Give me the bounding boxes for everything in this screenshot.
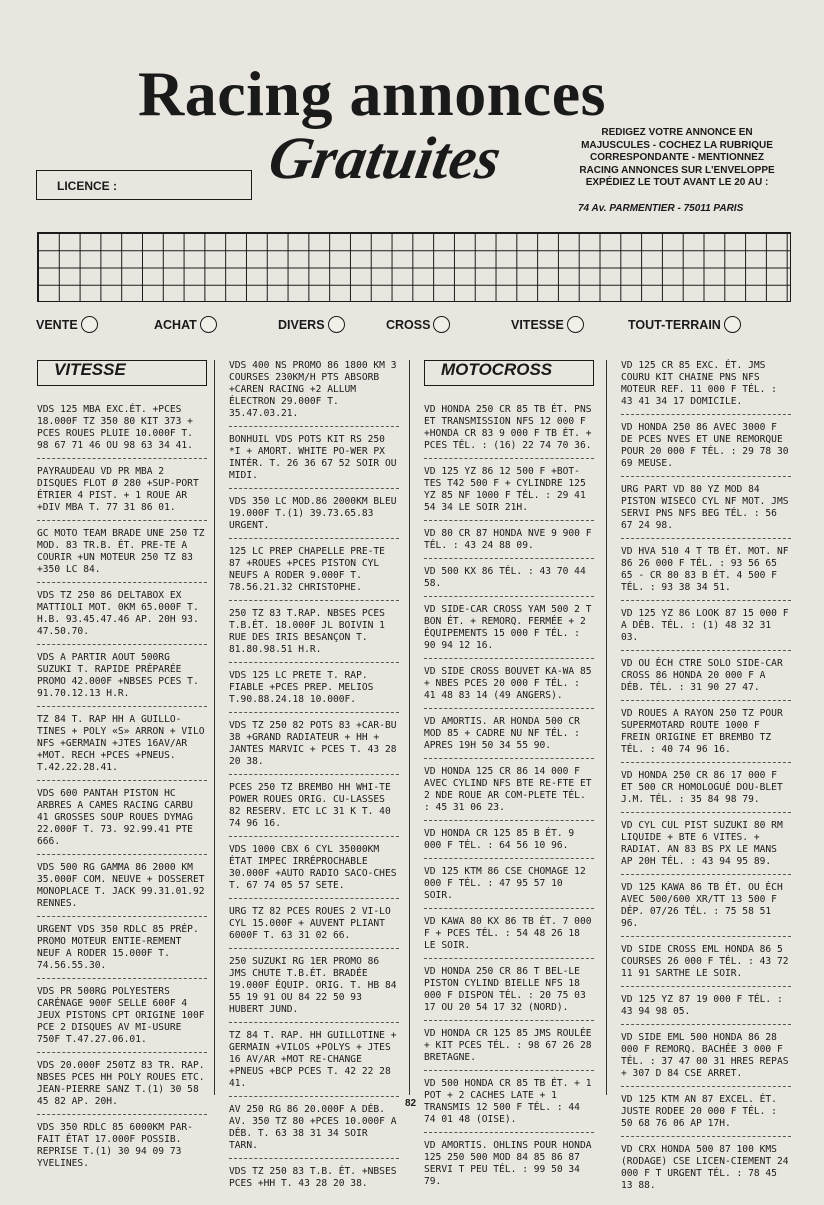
- classified-ad: TZ 84 T. RAP. HH GUILLOTINE + GERMAIN +VILOS +POLYS + JTES 16 AV/AR +MOT RE-CHANGE +PNEUS +BCP PCES T. 42 22 28 41.: [229, 1030, 399, 1097]
- writing-grid[interactable]: [37, 232, 791, 302]
- category-label: TOUT-TERRAIN: [628, 317, 721, 332]
- classified-ad: VD HONDA 250 CR 85 TB ÉT. PNS ET TRANSMISSION NFS 12 000 F +HONDA CR 83 9 000 F TB ÉT. + PCES TÉL. : (16) 22 74 70 36.: [424, 404, 594, 459]
- section-header-motocross: MOTOCROSS: [424, 360, 594, 386]
- classified-ad: URG TZ 82 PCES ROUES 2 VI-LO CYL 15.000F + AUVENT PLIANT 6000F T. 63 31 02 66.: [229, 906, 399, 949]
- page-subtitle: Gratuites: [264, 125, 506, 191]
- checkbox-circle[interactable]: [81, 316, 98, 333]
- classified-ad: BONHUIL VDS POTS KIT RS 250 *I + AMORT. WHITE PO-WER PX INTÉR. T. 26 36 67 52 SOIR OU MIDI.: [229, 434, 399, 489]
- checkbox-circle[interactable]: [724, 316, 741, 333]
- classified-ad: VD OU ÉCH CTRE SOLO SIDE-CAR CROSS 86 HONDA 20 000 F A DÉB. TÉL. : 31 90 27 47.: [621, 658, 791, 701]
- instruction-line: RACING ANNONCES SUR L'ENVELOPPE: [579, 164, 775, 176]
- classified-ad: VDS TZ 250 82 POTS 83 +CAR-BU 38 +GRAND RADIATEUR + HH + JANTES MARVIC + PCES T. 43 28 20 38.: [229, 720, 399, 775]
- category-tout-terrain[interactable]: [628, 316, 741, 333]
- ads-column-1: [37, 360, 207, 1183]
- classified-ad: VD 125 KTM AN 87 EXCEL. ÉT. JUSTE RODEE 20 000 F TÉL. : 50 68 76 06 AP 17H.: [621, 1094, 791, 1137]
- classified-ad: VDS TZ 250 83 T.B. ÉT. +NBSES PCES +HH T. 43 28 20 38.: [229, 1166, 397, 1189]
- classified-ad: VD SIDE CROSS BOUVET KA-WA 85 + NBES PCES 20 000 F TÉL. : 41 48 83 14 (49 ANGERS).: [424, 666, 594, 709]
- checkbox-circle[interactable]: [200, 316, 217, 333]
- classified-ad: VDS PR 500RG POLYESTERS CARÉNAGE 900F SELLE 600F 4 JEUX PISTONS CPT ORIGINE 100F PCE 2 DISQUES AV MI-USURE 750F T.47.27.06.01.: [37, 986, 207, 1053]
- classified-ad: VDS A PARTIR AOUT 500RG SUZUKI T. RAPIDE PRÉPARÉE PROMO 42.000F +NBSES PCES T. 91.70.12.13 H.R.: [37, 652, 207, 707]
- checkbox-circle[interactable]: [567, 316, 584, 333]
- column-divider: [606, 360, 607, 1095]
- instruction-line: MAJUSCULES - COCHEZ LA RUBRIQUE: [581, 139, 773, 151]
- classified-ad: VD AMORTIS. OHLINS POUR HONDA 125 250 500 MOD 84 85 86 87 SERVI T PEU TÉL. : 99 50 34 79.: [424, 1140, 592, 1187]
- instruction-line: EXPÉDIEZ LE TOUT AVANT LE 20 AU :: [585, 177, 769, 188]
- category-achat[interactable]: [154, 316, 217, 333]
- classified-ad: 125 LC PREP CHAPELLE PRE-TE 87 +ROUES +PCES PISTON CYL NEUFS A RODER 9.000F T. 78.56.21.32 CHRISTOPHE.: [229, 546, 399, 601]
- classified-ad: VDS 1000 CBX 6 CYL 35000KM ÉTAT IMPEC IRRÉPROCHABLE 30.000F +AUTO RADIO SACO-CHES T. 67 74 05 57 SETE.: [229, 844, 399, 899]
- ads-column-2: [229, 360, 399, 1203]
- classified-ad: VD 500 KX 86 TÉL. : 43 70 44 58.: [424, 566, 594, 597]
- page-number: 82: [405, 1098, 417, 1109]
- classified-ad: VD ROUES A RAYON 250 TZ POUR SUPERMOTARD ROUTE 1000 F FREIN ORIGINE ET BREMBO TZ TÉL. : 40 74 96 16.: [621, 708, 791, 763]
- category-vitesse[interactable]: [511, 316, 584, 333]
- checkbox-circle[interactable]: [433, 316, 450, 333]
- column-divider: [409, 360, 410, 1095]
- ads-column-4: [621, 360, 791, 1205]
- classified-ad: VDS 125 LC PRETE T. RAP. FIABLE +PCES PREP. MELIOS T.90.88.24.18 10.000F.: [229, 670, 399, 713]
- classified-ad: VD 125 KTM 86 CSE CHOMAGE 12 000 F TÉL. : 47 95 57 10 SOIR.: [424, 866, 594, 909]
- category-label: VITESSE: [511, 317, 564, 332]
- checkbox-circle[interactable]: [328, 316, 345, 333]
- classified-ad: VD HONDA 125 CR 86 14 000 F AVEC CYLIND NFS BTE RE-FTE ET 2 NDE ROUE AR COM-PLETE TÉL. : 45 31 06 23.: [424, 766, 594, 821]
- classified-ad: VD CYL CUL PIST SUZUKI 80 RM LIQUIDE + BTE 6 VITES. + RADIAT. AN 83 BS PX LE MANS AP 20H TÉL. : 43 94 95 89.: [621, 820, 791, 875]
- classified-ad: URG PART VD 80 YZ MOD 84 PISTON WISECO CYL NF MOT. JMS SERVI PNS NFS BEG TÉL. : 56 67 24 98.: [621, 484, 791, 539]
- classified-ad: VD HVA 510 4 T TB ÉT. MOT. NF 86 26 000 F TÉL. : 93 56 65 65 - CR 80 83 B ÉT. 4 500 F TÉL. : 93 38 34 51.: [621, 546, 791, 601]
- instructions: [562, 127, 792, 190]
- classified-ad: VD HONDA CR 125 85 B ÉT. 9 000 F TÉL. : 64 56 10 96.: [424, 828, 594, 859]
- classified-ad: VD SIDE EML 500 HONDA 86 28 000 F REMORQ. BACHÉE 3 000 F TÉL. : 37 47 00 31 HRES REPAS + 307 D 84 CSE ARRET.: [621, 1032, 791, 1087]
- classified-ad: VD KAWA 80 KX 86 TB ÉT. 7 000 F + PCES TÉL. : 54 48 26 18 LE SOIR.: [424, 916, 594, 959]
- classified-ad: VD HONDA 250 CR 86 T BEL-LE PISTON CYLIND BIELLE NFS 18 000 F DISPON TÉL. : 20 75 03 17 OU 20 54 17 32 (NORD).: [424, 966, 594, 1021]
- classified-ad: VDS 350 LC MOD.86 2000KM BLEU 19.000F T.(1) 39.73.65.83 URGENT.: [229, 496, 399, 539]
- address: 74 Av. PARMENTIER - 75011 PARIS: [578, 203, 744, 214]
- page-title: Racing annonces: [138, 58, 606, 129]
- category-label: DIVERS: [278, 317, 325, 332]
- classified-ad: VDS 125 MBA EXC.ÉT. +PCES 18.000F TZ 350 80 KIT 373 + PCES ROUES PLUIE 10.000F T. 98 67 71 46 OU 98 63 34 41.: [37, 404, 207, 459]
- classified-ad: URGENT VDS 350 RDLC 85 PRÉP. PROMO MOTEUR ENTIE-REMENT NEUF A RODER 15.000F T. 74.56.55.30.: [37, 924, 207, 979]
- category-label: CROSS: [386, 317, 431, 332]
- classified-ad: VDS 20.000F 250TZ 83 TR. RAP. NBSES PCES HH POLY ROUES ETC. JEAN-PIERRE SANZ T.(1) 30 58 45 82 AP. 20H.: [37, 1060, 207, 1115]
- classified-ad: VD AMORTIS. AR HONDA 500 CR MOD 85 + CADRE NU NF TÉL. : APRES 19H 50 34 55 90.: [424, 716, 594, 759]
- instruction-line: REDIGEZ VOTRE ANNONCE EN: [601, 127, 753, 138]
- classified-ad: GC MOTO TEAM BRADE UNE 250 TZ MOD. 83 TR.B. ÉT. PRE-TE A COURIR +UN MOTEUR 250 TZ 83 +350 LC 84.: [37, 528, 207, 583]
- classified-ad: VD 125 YZ 87 19 000 F TÉL. : 43 94 98 05.: [621, 994, 791, 1025]
- classified-ad: VDS TZ 250 86 DELTABOX EX MATTIOLI MOT. 0KM 65.000F T. H.B. 93.45.47.46 AP. 20H 93. 47.50.70.: [37, 590, 207, 645]
- classified-ad: VD SIDE CROSS EML HONDA 86 5 COURSES 26 000 F TÉL. : 43 72 11 91 SARTHE LE SOIR.: [621, 944, 791, 987]
- classified-ad: VD 80 CR 87 HONDA NVE 9 900 F TÉL. : 43 24 88 09.: [424, 528, 594, 559]
- classified-ad: VDS 400 NS PROMO 86 1800 KM 3 COURSES 230KM/H PTS ABSORB +CAREN RACING +2 ALLUM ÉLECTRON 29.000F T. 35.47.03.21.: [229, 360, 399, 427]
- column-divider: [214, 360, 215, 1095]
- classified-ad: AV 250 RG 86 20.000F A DÉB. AV. 350 TZ 80 +PCES 10.000F A DÉB. T. 63 38 31 34 SOIR TARN.: [229, 1104, 399, 1159]
- classified-ad: VD SIDE-CAR CROSS YAM 500 2 T BON ÉT. + REMORQ. FERMÉE + 2 ÉQUIPEMENTS 15 000 F TÉL. : 90 94 12 16.: [424, 604, 594, 659]
- classified-ad: PCES 250 TZ BREMBO HH WHI-TE POWER ROUES ORIG. CU-LASSES 82 RESERV. ETC LC 31 K T. 40 74 96 16.: [229, 782, 399, 837]
- classified-ad: VD 125 YZ 86 LOOK 87 15 000 F A DÉB. TÉL. : (1) 48 32 31 03.: [621, 608, 791, 651]
- category-cross[interactable]: [386, 316, 450, 333]
- category-label: VENTE: [36, 317, 78, 332]
- licence-label: LICENCE :: [57, 179, 117, 193]
- section-header-vitesse: VITESSE: [37, 360, 207, 386]
- classified-ad: VDS 500 RG GAMMA 86 2000 KM 35.000F COM. NEUVE + DOSSERET MONOPLACE T. JACK 99.31.01.92 RENNES.: [37, 862, 207, 917]
- classified-ad: VD HONDA 250 CR 86 17 000 F ET 500 CR HOMOLOGUÉ DOU-BLET J.M. TÉL. : 35 84 98 79.: [621, 770, 791, 813]
- classified-ad: VD 125 CR 85 EXC. ÉT. JMS COURU KIT CHAINE PNS NFS MOTEUR REF. 11 000 F TÉL. : 43 41 34 17 DOMICILE.: [621, 360, 791, 415]
- classified-ad: VD 500 HONDA CR 85 TB ÉT. + 1 POT + 2 CACHES LATE + 1 TRANSMIS 12 500 F TÉL. : 44 74 01 48 (OISE).: [424, 1078, 594, 1133]
- classified-ad: VDS 350 RDLC 85 6000KM PAR-FAIT ÉTAT 17.000F POSSIB. REPRISE T.(1) 30 94 09 73 YVELINES.: [37, 1122, 193, 1169]
- category-divers[interactable]: [278, 316, 345, 333]
- classified-ad: VDS 600 PANTAH PISTON HC ARBRES A CAMES RACING CARBU 41 GROSSES SOUP ROUES DYMAG 22.000F T. 73. 92.99.41 PTE 666.: [37, 788, 207, 855]
- licence-field[interactable]: [36, 170, 252, 200]
- classified-ad: TZ 84 T. RAP HH A GUILLO-TINES + POLY «S» ARRON + VILO NFS +GERMAIN +JTES 16AV/AR +MOT. RECH +PCES +PNEUS. T.42.22.28.41.: [37, 714, 207, 781]
- classified-ad: PAYRAUDEAU VD PR MBA 2 DISQUES FLOT Ø 280 +SUP-PORT ÉTRIER 4 PIST. + 1 ROUE AR +DIV MBA T. 77 31 86 01.: [37, 466, 207, 521]
- category-vente[interactable]: [36, 316, 98, 333]
- classified-ad: VD 125 KAWA 86 TB ÉT. OU ÉCH AVEC 500/600 XR/TT 13 500 F DÉP. 07/26 TÉL. : 75 58 51 96.: [621, 882, 791, 937]
- instruction-line: CORRESPONDANTE - MENTIONNEZ: [590, 152, 764, 163]
- classified-ad: VD 125 YZ 86 12 500 F +BOT-TES T42 500 F + CYLINDRE 125 YZ 85 NF 1000 F TÉL. : 29 41 54 34 LE SOIR 21H.: [424, 466, 594, 521]
- ads-column-3: [424, 360, 594, 1201]
- category-label: ACHAT: [154, 317, 197, 332]
- classified-ad: VD CRX HONDA 500 87 100 KMS (RODAGE) CSE LICEN-CIEMENT 24 000 F T URGENT TÉL. : 78 45 13 88.: [621, 1144, 789, 1191]
- classified-ad: VD HONDA CR 125 85 JMS ROULÉE + KIT PCES TÉL. : 98 67 26 28 BRETAGNE.: [424, 1028, 594, 1071]
- classified-ad: 250 TZ 83 T.RAP. NBSES PCES T.B.ÉT. 18.000F JL BOIVIN 1 RUE DES IRIS BESANÇON T. 81.80.98.51 H.R.: [229, 608, 399, 663]
- classified-ad: 250 SUZUKI RG 1ER PROMO 86 JMS CHUTE T.B.ÉT. BRADÉE 19.000F ÉQUIP. ORIG. T. HB 84 55 19 91 OU 84 22 50 93 HUBERT JUND.: [229, 956, 399, 1023]
- classified-ad: VD HONDA 250 86 AVEC 3000 F DE PCES NVES ET UNE REMORQUE POUR 20 000 F TÉL. : 29 78 30 69 MEUSE.: [621, 422, 791, 477]
